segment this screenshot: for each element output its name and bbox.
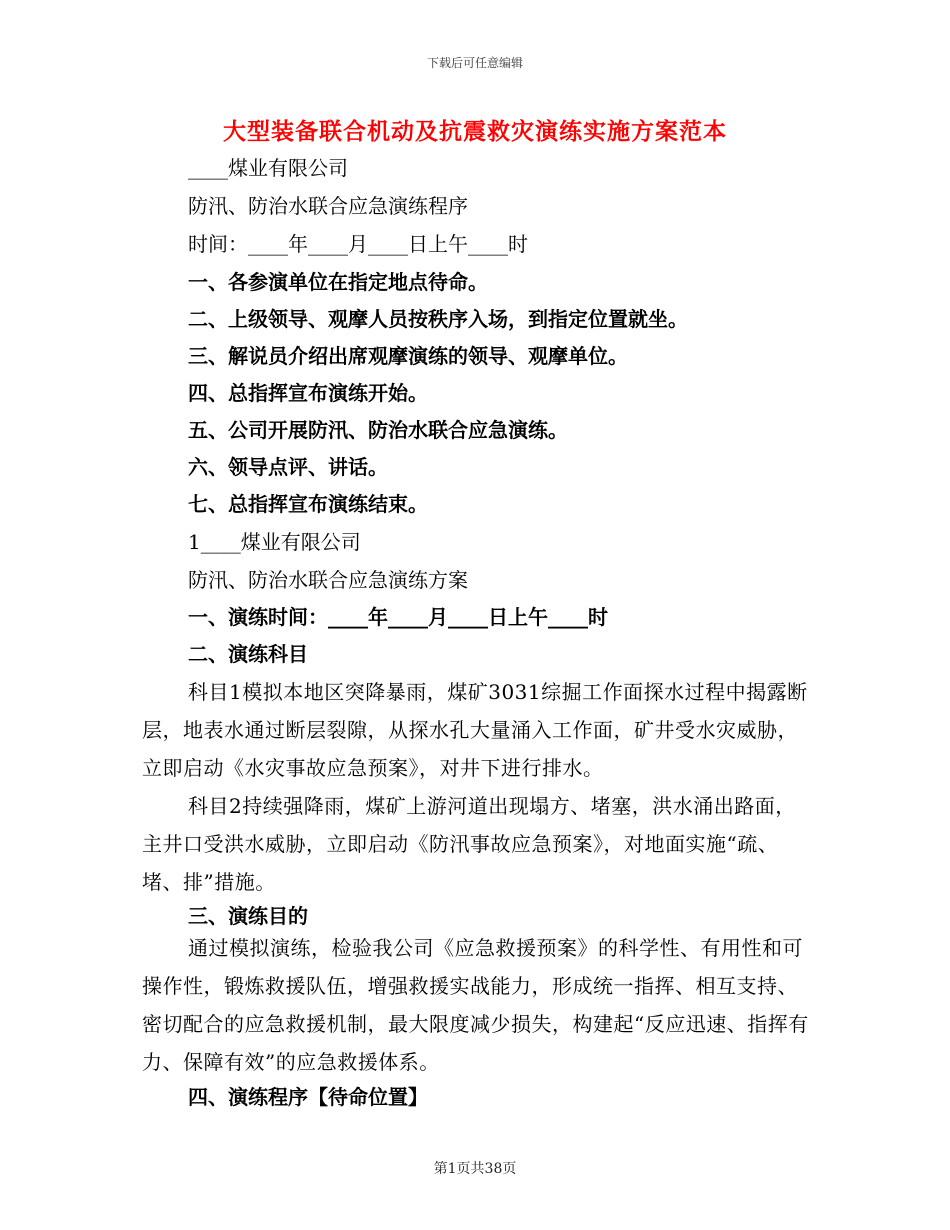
header-note: 下载后可任意编辑 xyxy=(426,56,523,70)
time-line: 时间：____年____月____日上午____时 xyxy=(188,232,528,256)
section-4-drill-procedure: 四、演练程序【待命位置】 xyxy=(188,1085,428,1109)
step-5: 五、公司开展防汛、防治水联合应急演练。 xyxy=(188,418,568,442)
plan-title: 防汛、防治水联合应急演练方案 xyxy=(188,568,468,592)
section-3-drill-purpose: 三、演练目的 xyxy=(188,904,308,928)
section-2-drill-subjects: 二、演练科目 xyxy=(188,642,308,666)
step-1: 一、各参演单位在指定地点待命。 xyxy=(188,270,488,294)
program-title: 防汛、防治水联合应急演练程序 xyxy=(188,194,468,218)
subject-2-paragraph: 科目2持续强降雨，煤矿上游河道出现塌方、堵塞，洪水涌出路面，主井口受洪水威胁，立即启动《防汛事故应急预案》，对地面实施“疏、堵、排”措施。 xyxy=(142,794,796,894)
step-2: 二、上级领导、观摩人员按秩序入场，到指定位置就坐。 xyxy=(188,307,688,331)
page-footer: 第1页共38页 xyxy=(433,1161,517,1177)
step-7: 七、总指挥宣布演练结束。 xyxy=(188,492,428,516)
company-name-line: ____煤业有限公司 xyxy=(188,156,348,180)
step-6: 六、领导点评、讲话。 xyxy=(188,455,388,479)
purpose-paragraph: 通过模拟演练，检验我公司《应急救援预案》的科学性、有用性和可操作性，锻炼救援队伍，增强救援实战能力，形成统一指挥、相互支持、密切配合的应急救援机制，最大限度减少损失，构建起“反应迅速、指挥有力、保障有效”的应急救援体系。 xyxy=(142,936,809,1074)
step-3: 三、解说员介绍出席观摩演练的领导、观摩单位。 xyxy=(188,344,628,368)
company-name-line-2: 1____煤业有限公司 xyxy=(188,530,361,554)
section-1-drill-time: 一、演练时间：____年____月____日上午____时 xyxy=(188,605,608,629)
step-4: 四、总指挥宣布演练开始。 xyxy=(188,381,428,405)
subject-1-paragraph: 科目1模拟本地区突降暴雨，煤矿3031综掘工作面探水过程中揭露断层，地表水通过断层裂隙，从探水孔大量涌入工作面，矿井受水灾威胁，立即启动《水灾事故应急预案》，对井下进行排水。 xyxy=(142,680,808,780)
document-title: 大型装备联合机动及抗震救灾演练实施方案范本 xyxy=(223,118,727,145)
